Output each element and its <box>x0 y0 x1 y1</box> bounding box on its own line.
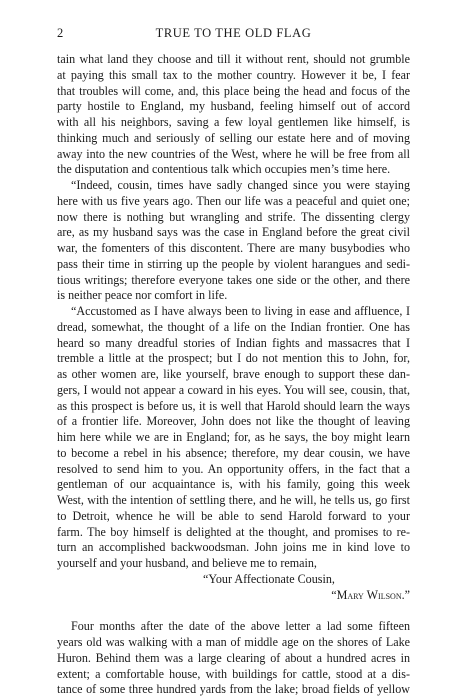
text-line: of a frontier life. Moreover, John does not like the thought of leaving <box>57 414 410 429</box>
text-line: now there is nothing but wrangling and strife. The dissenting clergy <box>57 209 410 224</box>
text-line: party hostile to England, my husband, feeling himself out of accord <box>57 99 410 114</box>
text-line: here with us five years ago. Then our life was a peaceful and quiet one; <box>57 193 410 208</box>
text-line: West, with the intention of settling there, and he will, he tells us, go first <box>57 493 410 507</box>
text-line: Four months after the date of the above letter a lad some fifteen <box>71 619 410 634</box>
text-line: heard so many dreadful stories of Indian fights and massacres that I <box>57 335 410 350</box>
text-line: gentleman of our acquaintance is, with his family, going this week <box>57 477 410 492</box>
text-line: turn an accomplished backwoodsman. John joins me in kind love to <box>57 540 410 555</box>
text-line: tance of some three hundred yards from the lake; broad fields of yellow <box>57 682 410 697</box>
paragraph-1 <box>57 52 410 178</box>
text-line: thinking much and seriously of selling our estate here and of moving <box>57 130 410 145</box>
text-line: pass their time in stirring up the people by violent harangues and sedi- <box>57 256 410 271</box>
text-line: farm. The boy himself is delighted at the thought, and promises to re- <box>57 524 410 539</box>
text-line: that troubles will come, and, this place being the head and focus of the <box>57 83 410 98</box>
text-line: with all his neighbors, saving a few loyal gentlemen like himself, is <box>57 115 410 129</box>
text-line: are, as my husband says was the case in England before the great civil <box>57 225 410 240</box>
text-line: dread, somewhat, the thought of a life on the Indian frontier. One has <box>57 319 410 334</box>
body-text <box>57 52 410 698</box>
text-line: him here while we are in England; for, as he says, the boy might learn <box>57 430 410 444</box>
text-line: to become a rebel in his absence; therefore, my dear cousin, we have <box>57 445 410 460</box>
text-line: to Detroit, whence he will be able to send Harold forward to your <box>57 508 410 523</box>
text-line: as this prospect is before us, it is well that Harold should learn the ways <box>57 398 410 413</box>
text-line: tious writings; therefore everyone takes one side or the other, and there <box>57 272 410 287</box>
page-number: 2 <box>57 26 64 40</box>
paragraph-2 <box>57 178 410 304</box>
text-line: tremble a little at the prospect; but I do not mention this to John, for, <box>57 351 410 366</box>
text-line: the disputation and contentious talk which occupies men’s time here. <box>57 162 391 177</box>
section-gap <box>57 603 410 619</box>
text-line: “Indeed, cousin, times have sadly changed since you were staying <box>71 178 410 192</box>
text-line: as other women are, like yourself, brave enough to support these dan- <box>57 367 410 381</box>
text-line: yourself and your husband, and believe me to remain, <box>57 556 317 570</box>
paragraph-3 <box>57 304 410 572</box>
text-line: Huron. Behind them was a large clearing of about a hundred acres in <box>57 650 410 665</box>
letter-closing: “Your Affectionate Cousin, <box>203 571 335 586</box>
running-title: TRUE TO THE OLD FLAG <box>155 26 312 40</box>
text-line: tain what land they choose and till it without rent, should not grumble <box>57 52 410 66</box>
page-header <box>57 26 410 44</box>
paragraph-4 <box>57 619 410 698</box>
text-line: years old was walking with a man of middle age on the shores of Lake <box>57 635 410 649</box>
text-line: “Accustomed as I have always been to living in ease and affluence, I <box>71 304 410 318</box>
text-line: away into the new countries of the West, where he will be free from all <box>57 146 410 161</box>
text-line: gers, I would not appear a coward in his eyes. You will see, cousin, that, <box>57 382 410 397</box>
text-line: at paying this small tax to the mother country. However it be, I fear <box>57 67 410 82</box>
letter-signature: “Mary Wilson.” <box>331 587 410 602</box>
text-line: is neither peace nor comfort in life. <box>57 288 228 303</box>
text-line: war, the fomenters of this discontent. There are many busybodies who <box>57 241 410 255</box>
text-line: extent; a comfortable house, with buildings for cattle, stood at a dis- <box>57 666 410 681</box>
text-line: resolved to send him to you. An opportunity offers, in the fact that a <box>57 461 410 476</box>
